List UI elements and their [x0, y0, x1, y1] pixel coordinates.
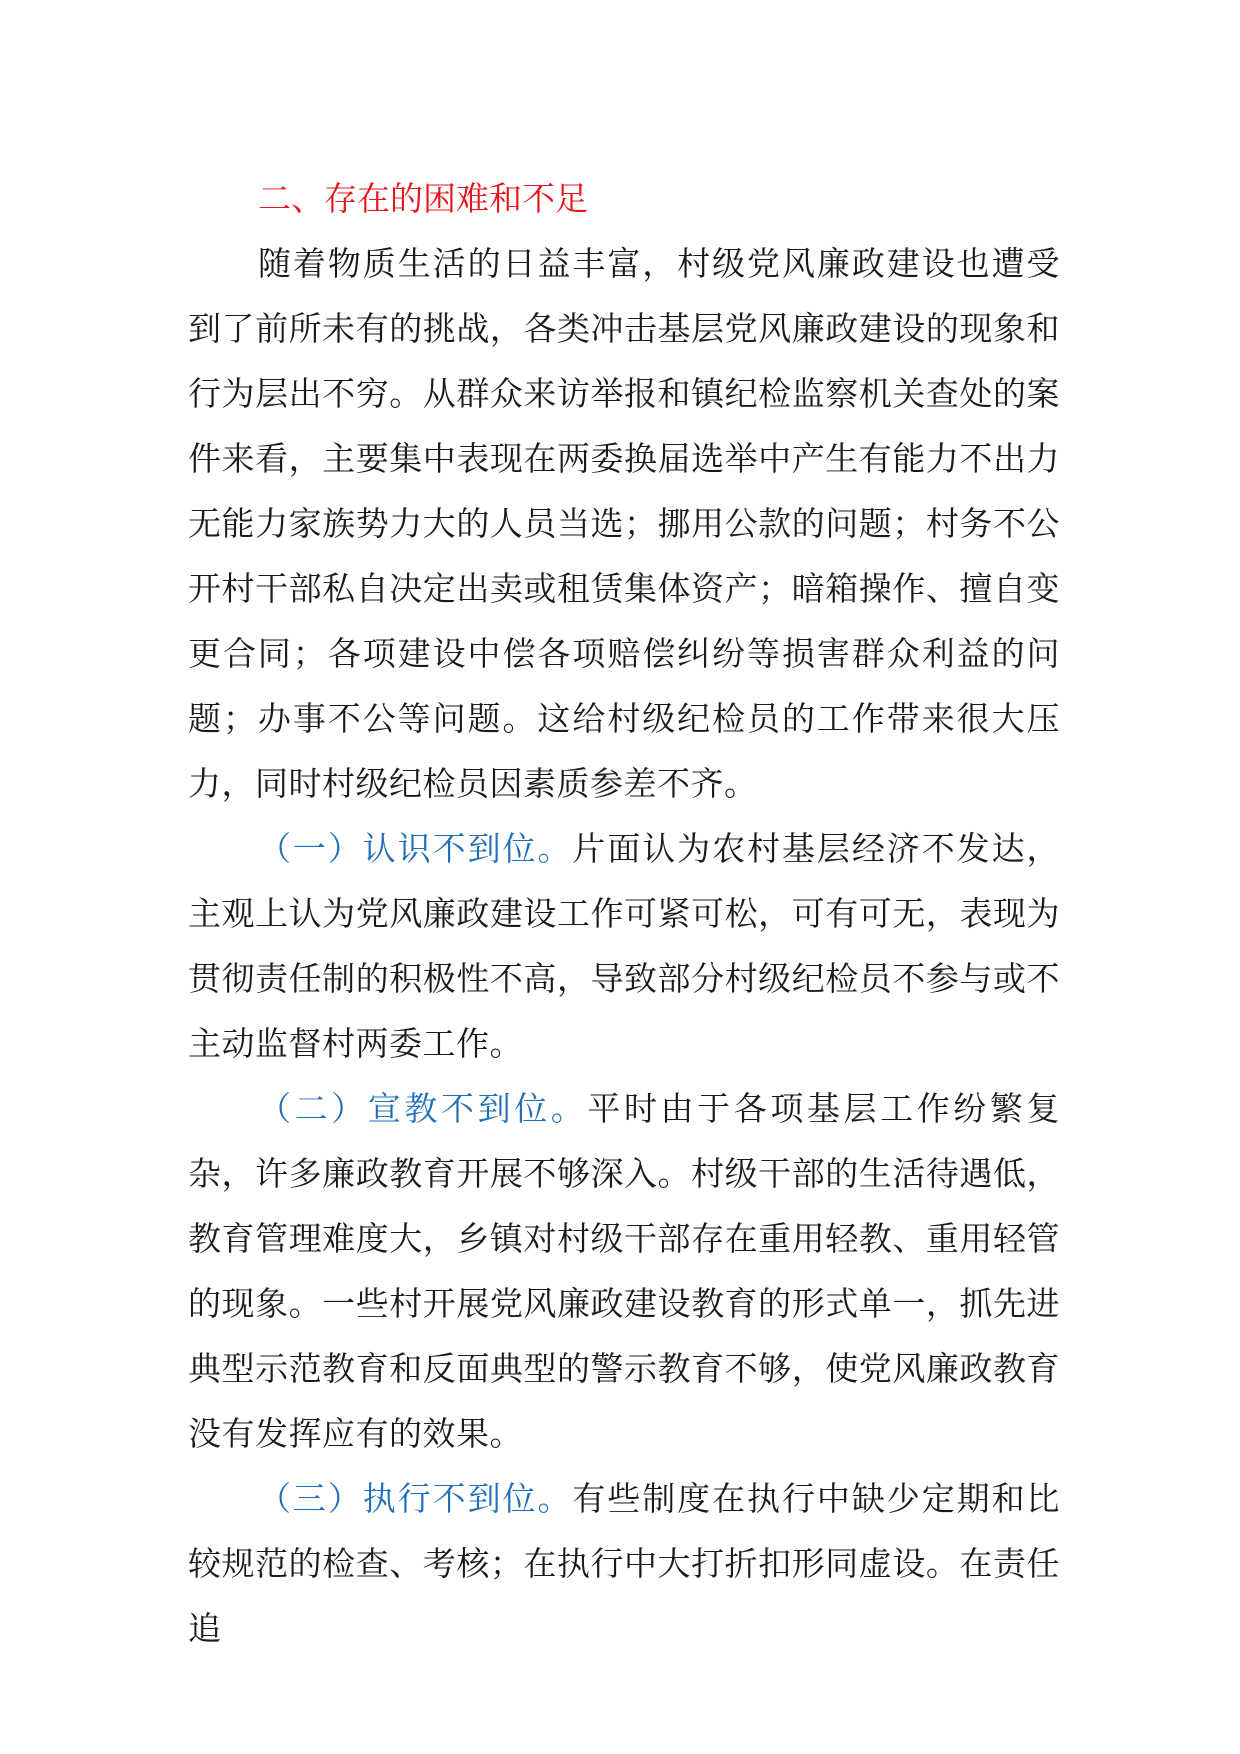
- list-item: [188, 1076, 1060, 1466]
- document-page: [188, 166, 1060, 1661]
- intro-paragraph: 随着物质生活的日益丰富，村级党风廉政建设也遭受到了前所未有的挑战，各类冲击基层党风廉政建设的现象和行为层出不穷。从群众来访举报和镇纪检监察机关查处的案件来看，主要集中表现在两委换届选举中产生有能力不出力无能力家族势力大的人员当选；挪用公款的问题；村务不公开村干部私自决定出卖或租赁集体资产；暗箱操作、擅自变更合同；各项建设中偿各项赔偿纠纷等损害群众利益的问题；办事不公等问题。这给村级纪检员的工作带来很大压力，同时村级纪检员因素质参差不齐。: [188, 244, 1060, 803]
- item-body: 平时由于各项基层工作纷繁复杂，许多廉政教育开展不够深入。村级干部的生活待遇低，教育管理难度大，乡镇对村级干部存在重用轻教、重用轻管的现象。一些村开展党风廉政建设教育的形式单一，抓先进典型示范教育和反面典型的警示教育不够，使党风廉政教育没有发挥应有的效果。: [188, 1089, 1061, 1453]
- list-item: [188, 1466, 1060, 1661]
- item-heading: （三）执行不到位。: [258, 1479, 573, 1518]
- item-body: 有些制度在执行中缺少定期和比较规范的检查、考核；在执行中大打折扣形同虚设。在责任追: [188, 1479, 1061, 1648]
- item-body: 片面认为农村基层经济不发达，主观上认为党风廉政建设工作可紧可松，可有可无，表现为贯彻责任制的积极性不高，导致部分村级纪检员不参与或不主动监督村两委工作。: [188, 829, 1061, 1063]
- list-item: [188, 816, 1060, 1076]
- item-heading: （二）宣教不到位。: [258, 1089, 588, 1128]
- section-heading: 二、存在的困难和不足: [258, 179, 588, 218]
- item-heading: （一）认识不到位。: [258, 829, 573, 868]
